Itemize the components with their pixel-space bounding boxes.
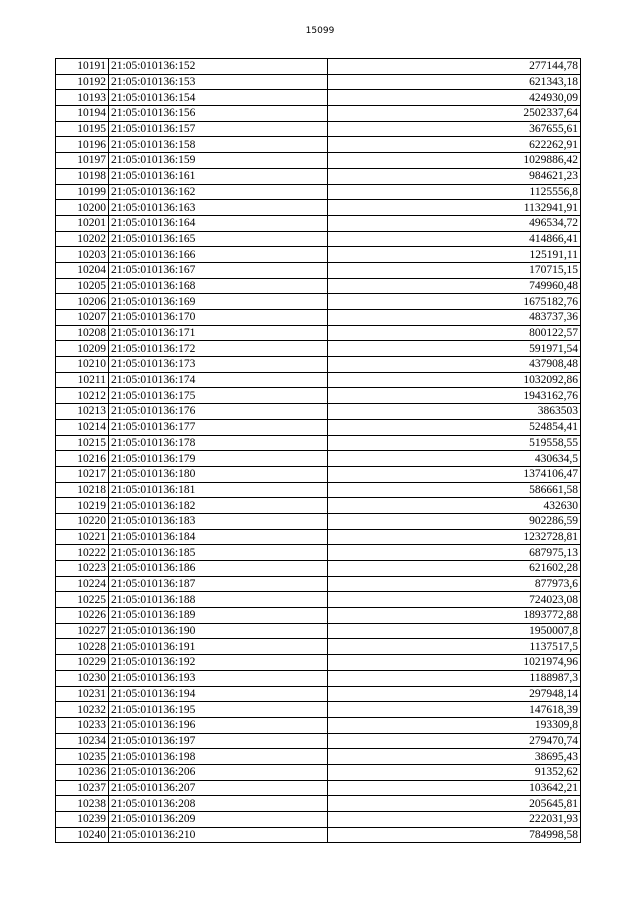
table-row xyxy=(56,262,581,278)
value-cell: 147618,39 xyxy=(328,702,581,718)
value-cell: 1374106,47 xyxy=(328,466,581,482)
row-number-cell: 10198 xyxy=(56,168,109,184)
table-row xyxy=(56,576,581,592)
cadastral-number-cell: 21:05:010136:157 xyxy=(109,121,328,137)
value-cell: 622262,91 xyxy=(328,137,581,153)
row-number-cell: 10240 xyxy=(56,827,109,843)
cadastral-number-cell: 21:05:010136:172 xyxy=(109,341,328,357)
value-cell: 877973,6 xyxy=(328,576,581,592)
value-cell: 414866,41 xyxy=(328,231,581,247)
table-row xyxy=(56,513,581,529)
cadastral-number-cell: 21:05:010136:187 xyxy=(109,576,328,592)
cadastral-number-cell: 21:05:010136:197 xyxy=(109,733,328,749)
table-row xyxy=(56,639,581,655)
cadastral-number-cell: 21:05:010136:174 xyxy=(109,372,328,388)
table-row xyxy=(56,137,581,153)
cadastral-number-cell: 21:05:010136:196 xyxy=(109,717,328,733)
table-row xyxy=(56,623,581,639)
row-number-cell: 10223 xyxy=(56,561,109,577)
row-number-cell: 10214 xyxy=(56,419,109,435)
cadastral-number-cell: 21:05:010136:183 xyxy=(109,513,328,529)
row-number-cell: 10220 xyxy=(56,513,109,529)
cadastral-number-cell: 21:05:010136:181 xyxy=(109,482,328,498)
row-number-cell: 10219 xyxy=(56,498,109,514)
table-row xyxy=(56,545,581,561)
value-cell: 784998,58 xyxy=(328,827,581,843)
table-row xyxy=(56,90,581,106)
value-cell: 103642,21 xyxy=(328,780,581,796)
cadastral-number-cell: 21:05:010136:190 xyxy=(109,623,328,639)
row-number-cell: 10225 xyxy=(56,592,109,608)
cadastral-number-cell: 21:05:010136:209 xyxy=(109,812,328,828)
value-cell: 430634,5 xyxy=(328,451,581,467)
value-cell: 902286,59 xyxy=(328,513,581,529)
table-row xyxy=(56,231,581,247)
cadastral-number-cell: 21:05:010136:186 xyxy=(109,561,328,577)
cadastral-number-cell: 21:05:010136:180 xyxy=(109,466,328,482)
cadastral-number-cell: 21:05:010136:169 xyxy=(109,294,328,310)
value-cell: 1950007,8 xyxy=(328,623,581,639)
table-row xyxy=(56,482,581,498)
table-row xyxy=(56,561,581,577)
row-number-cell: 10197 xyxy=(56,153,109,169)
row-number-cell: 10209 xyxy=(56,341,109,357)
row-number-cell: 10194 xyxy=(56,106,109,122)
row-number-cell: 10208 xyxy=(56,325,109,341)
row-number-cell: 10192 xyxy=(56,74,109,90)
table-row xyxy=(56,215,581,231)
value-cell: 170715,15 xyxy=(328,262,581,278)
value-cell: 1943162,76 xyxy=(328,388,581,404)
cadastral-number-cell: 21:05:010136:185 xyxy=(109,545,328,561)
table-row xyxy=(56,733,581,749)
table-row xyxy=(56,608,581,624)
cadastral-number-cell: 21:05:010136:195 xyxy=(109,702,328,718)
cadastral-number-cell: 21:05:010136:198 xyxy=(109,749,328,765)
cadastral-number-cell: 21:05:010136:194 xyxy=(109,686,328,702)
cadastral-number-cell: 21:05:010136:207 xyxy=(109,780,328,796)
row-number-cell: 10229 xyxy=(56,655,109,671)
row-number-cell: 10216 xyxy=(56,451,109,467)
cadastral-number-cell: 21:05:010136:173 xyxy=(109,357,328,373)
row-number-cell: 10210 xyxy=(56,357,109,373)
cadastral-number-cell: 21:05:010136:168 xyxy=(109,278,328,294)
table-row xyxy=(56,702,581,718)
row-number-cell: 10215 xyxy=(56,435,109,451)
row-number-cell: 10232 xyxy=(56,702,109,718)
row-number-cell: 10200 xyxy=(56,200,109,216)
table-row xyxy=(56,184,581,200)
value-cell: 483737,36 xyxy=(328,310,581,326)
row-number-cell: 10217 xyxy=(56,466,109,482)
value-cell: 38695,43 xyxy=(328,749,581,765)
table-row xyxy=(56,168,581,184)
cadastral-number-cell: 21:05:010136:192 xyxy=(109,655,328,671)
table-row xyxy=(56,749,581,765)
row-number-cell: 10230 xyxy=(56,670,109,686)
row-number-cell: 10224 xyxy=(56,576,109,592)
cadastral-number-cell: 21:05:010136:191 xyxy=(109,639,328,655)
row-number-cell: 10201 xyxy=(56,215,109,231)
value-cell: 1132941,91 xyxy=(328,200,581,216)
cadastral-number-cell: 21:05:010136:177 xyxy=(109,419,328,435)
table-row xyxy=(56,106,581,122)
table-row xyxy=(56,325,581,341)
value-cell: 524854,41 xyxy=(328,419,581,435)
cadastral-number-cell: 21:05:010136:182 xyxy=(109,498,328,514)
value-cell: 800122,57 xyxy=(328,325,581,341)
row-number-cell: 10218 xyxy=(56,482,109,498)
row-number-cell: 10193 xyxy=(56,90,109,106)
value-cell: 279470,74 xyxy=(328,733,581,749)
cadastral-number-cell: 21:05:010136:210 xyxy=(109,827,328,843)
row-number-cell: 10231 xyxy=(56,686,109,702)
value-cell: 424930,09 xyxy=(328,90,581,106)
row-number-cell: 10233 xyxy=(56,717,109,733)
value-cell: 1021974,96 xyxy=(328,655,581,671)
row-number-cell: 10205 xyxy=(56,278,109,294)
table-row xyxy=(56,655,581,671)
table-row xyxy=(56,592,581,608)
table-row xyxy=(56,59,581,75)
value-cell: 621602,28 xyxy=(328,561,581,577)
value-cell: 687975,13 xyxy=(328,545,581,561)
value-cell: 277144,78 xyxy=(328,59,581,75)
cadastral-number-cell: 21:05:010136:206 xyxy=(109,764,328,780)
table-row xyxy=(56,796,581,812)
cadastral-number-cell: 21:05:010136:175 xyxy=(109,388,328,404)
row-number-cell: 10234 xyxy=(56,733,109,749)
value-cell: 193309,8 xyxy=(328,717,581,733)
cadastral-number-cell: 21:05:010136:156 xyxy=(109,106,328,122)
table-row xyxy=(56,388,581,404)
row-number-cell: 10235 xyxy=(56,749,109,765)
row-number-cell: 10191 xyxy=(56,59,109,75)
cadastral-number-cell: 21:05:010136:152 xyxy=(109,59,328,75)
table-body xyxy=(56,59,581,843)
value-cell: 586661,58 xyxy=(328,482,581,498)
cadastral-number-cell: 21:05:010136:208 xyxy=(109,796,328,812)
cadastral-number-cell: 21:05:010136:189 xyxy=(109,608,328,624)
row-number-cell: 10195 xyxy=(56,121,109,137)
cadastral-number-cell: 21:05:010136:193 xyxy=(109,670,328,686)
table-row xyxy=(56,827,581,843)
value-cell: 2502337,64 xyxy=(328,106,581,122)
table-row xyxy=(56,529,581,545)
table-row xyxy=(56,498,581,514)
row-number-cell: 10213 xyxy=(56,404,109,420)
cadastral-number-cell: 21:05:010136:154 xyxy=(109,90,328,106)
value-cell: 1137517,5 xyxy=(328,639,581,655)
table-row xyxy=(56,247,581,263)
row-number-cell: 10204 xyxy=(56,262,109,278)
cadastral-number-cell: 21:05:010136:164 xyxy=(109,215,328,231)
table-row xyxy=(56,121,581,137)
value-cell: 205645,81 xyxy=(328,796,581,812)
value-cell: 1675182,76 xyxy=(328,294,581,310)
row-number-cell: 10222 xyxy=(56,545,109,561)
row-number-cell: 10239 xyxy=(56,812,109,828)
table-row xyxy=(56,341,581,357)
cadastral-number-cell: 21:05:010136:188 xyxy=(109,592,328,608)
value-cell: 1125556,8 xyxy=(328,184,581,200)
table-row xyxy=(56,717,581,733)
cadastral-number-cell: 21:05:010136:166 xyxy=(109,247,328,263)
value-cell: 432630 xyxy=(328,498,581,514)
cadastral-number-cell: 21:05:010136:161 xyxy=(109,168,328,184)
row-number-cell: 10199 xyxy=(56,184,109,200)
value-cell: 984621,23 xyxy=(328,168,581,184)
value-cell: 297948,14 xyxy=(328,686,581,702)
table-row xyxy=(56,372,581,388)
cadastral-number-cell: 21:05:010136:165 xyxy=(109,231,328,247)
table-row xyxy=(56,686,581,702)
table-row xyxy=(56,404,581,420)
value-cell: 1032092,86 xyxy=(328,372,581,388)
row-number-cell: 10236 xyxy=(56,764,109,780)
table-row xyxy=(56,357,581,373)
cadastral-number-cell: 21:05:010136:184 xyxy=(109,529,328,545)
value-cell: 125191,11 xyxy=(328,247,581,263)
row-number-cell: 10228 xyxy=(56,639,109,655)
table-row xyxy=(56,451,581,467)
value-cell: 1893772,88 xyxy=(328,608,581,624)
value-cell: 222031,93 xyxy=(328,812,581,828)
cadastral-table xyxy=(55,58,581,843)
row-number-cell: 10238 xyxy=(56,796,109,812)
table-row xyxy=(56,278,581,294)
cadastral-number-cell: 21:05:010136:153 xyxy=(109,74,328,90)
page-number: 15099 xyxy=(305,26,335,36)
row-number-cell: 10196 xyxy=(56,137,109,153)
table-row xyxy=(56,153,581,169)
value-cell: 621343,18 xyxy=(328,74,581,90)
row-number-cell: 10202 xyxy=(56,231,109,247)
value-cell: 1232728,81 xyxy=(328,529,581,545)
cadastral-number-cell: 21:05:010136:163 xyxy=(109,200,328,216)
cadastral-number-cell: 21:05:010136:159 xyxy=(109,153,328,169)
table-row xyxy=(56,670,581,686)
table-row xyxy=(56,466,581,482)
value-cell: 367655,61 xyxy=(328,121,581,137)
row-number-cell: 10203 xyxy=(56,247,109,263)
table-row xyxy=(56,74,581,90)
value-cell: 749960,48 xyxy=(328,278,581,294)
value-cell: 724023,08 xyxy=(328,592,581,608)
cadastral-number-cell: 21:05:010136:179 xyxy=(109,451,328,467)
row-number-cell: 10227 xyxy=(56,623,109,639)
cadastral-number-cell: 21:05:010136:178 xyxy=(109,435,328,451)
table-row xyxy=(56,435,581,451)
cadastral-number-cell: 21:05:010136:158 xyxy=(109,137,328,153)
table-row xyxy=(56,310,581,326)
value-cell: 91352,62 xyxy=(328,764,581,780)
table-row xyxy=(56,780,581,796)
row-number-cell: 10237 xyxy=(56,780,109,796)
cadastral-number-cell: 21:05:010136:167 xyxy=(109,262,328,278)
value-cell: 3863503 xyxy=(328,404,581,420)
row-number-cell: 10226 xyxy=(56,608,109,624)
row-number-cell: 10207 xyxy=(56,310,109,326)
row-number-cell: 10206 xyxy=(56,294,109,310)
value-cell: 1029886,42 xyxy=(328,153,581,169)
value-cell: 591971,54 xyxy=(328,341,581,357)
table-row xyxy=(56,764,581,780)
row-number-cell: 10221 xyxy=(56,529,109,545)
cadastral-number-cell: 21:05:010136:171 xyxy=(109,325,328,341)
table-row xyxy=(56,419,581,435)
cadastral-number-cell: 21:05:010136:176 xyxy=(109,404,328,420)
table-row xyxy=(56,294,581,310)
table-row xyxy=(56,812,581,828)
row-number-cell: 10211 xyxy=(56,372,109,388)
row-number-cell: 10212 xyxy=(56,388,109,404)
value-cell: 437908,48 xyxy=(328,357,581,373)
value-cell: 1188987,3 xyxy=(328,670,581,686)
value-cell: 496534,72 xyxy=(328,215,581,231)
cadastral-number-cell: 21:05:010136:170 xyxy=(109,310,328,326)
table-row xyxy=(56,200,581,216)
cadastral-number-cell: 21:05:010136:162 xyxy=(109,184,328,200)
value-cell: 519558,55 xyxy=(328,435,581,451)
